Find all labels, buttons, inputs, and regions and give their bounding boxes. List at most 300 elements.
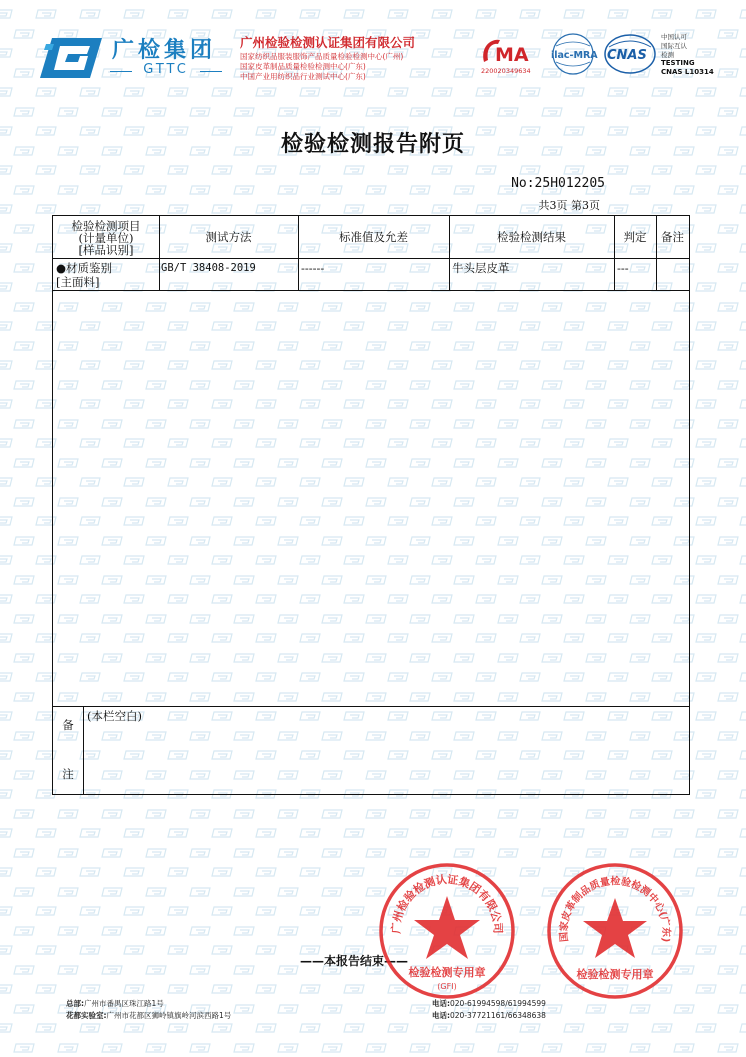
watermark-mark [254, 86, 278, 98]
brand-name-cn: 广检集团 [112, 38, 217, 63]
accreditation-line-3: 中国产业用纺织品行业测试中心(广东) [240, 72, 366, 81]
watermark-mark [694, 866, 718, 878]
watermark-mark [650, 86, 674, 98]
watermark-mark [166, 203, 190, 215]
watermark-mark [122, 983, 146, 995]
watermark-mark [716, 925, 740, 937]
watermark-mark [144, 184, 168, 196]
watermark-mark [650, 1022, 674, 1034]
watermark-mark [0, 515, 14, 527]
watermark-mark [628, 847, 652, 859]
watermark-mark [518, 86, 542, 98]
watermark-mark [738, 788, 746, 800]
watermark-mark [232, 1003, 256, 1015]
row-judgement: --- [617, 261, 629, 275]
watermark-mark [254, 203, 278, 215]
watermark-mark [716, 223, 740, 235]
watermark-mark [694, 632, 718, 644]
watermark-mark [430, 8, 454, 20]
watermark-mark [166, 164, 190, 176]
watermark-mark [474, 1022, 498, 1034]
footer-lab-address: 花都实验室:广州市花都区狮岭镇旗岭河滨西路1号 [66, 1011, 232, 1020]
cnas-line-1: 中国认可 [661, 33, 687, 41]
watermark-mark [34, 827, 58, 839]
watermark-mark [342, 827, 366, 839]
cnas-accreditation-no: CNAS L10314 [661, 68, 714, 76]
footer-hq-phone: 电话:020-61994598/61994599 [432, 999, 546, 1008]
watermark-mark [716, 1003, 740, 1015]
watermark-mark [232, 847, 256, 859]
watermark-mark [364, 847, 388, 859]
testing-center-seal-stamp [546, 862, 684, 1000]
watermark-mark [188, 964, 212, 976]
watermark-mark [562, 86, 586, 98]
watermark-mark [650, 827, 674, 839]
watermark-mark [144, 886, 168, 898]
watermark-mark [276, 106, 300, 118]
watermark-mark [672, 1042, 696, 1054]
watermark-mark [606, 164, 630, 176]
watermark-mark [716, 184, 740, 196]
watermark-mark [56, 106, 80, 118]
watermark-mark [650, 203, 674, 215]
watermark-mark [122, 164, 146, 176]
watermark-mark [78, 983, 102, 995]
watermark-mark [122, 86, 146, 98]
watermark-mark [210, 1022, 234, 1034]
watermark-mark [562, 1022, 586, 1034]
ilac-label: ilac-MRA [551, 50, 598, 61]
watermark-mark [474, 827, 498, 839]
cma-number: 220020349634 [481, 67, 531, 75]
watermark-mark [562, 164, 586, 176]
watermark-mark [496, 1042, 520, 1054]
watermark-mark [254, 164, 278, 176]
watermark-mark [452, 847, 476, 859]
brand-name-en: GTTC [108, 62, 224, 77]
watermark-mark [716, 652, 740, 664]
watermark-mark [34, 164, 58, 176]
watermark-mark [694, 242, 718, 254]
watermark-mark [452, 1042, 476, 1054]
watermark-mark [122, 944, 146, 956]
watermark-mark [78, 164, 102, 176]
watermark-mark [320, 886, 344, 898]
watermark-mark [738, 905, 746, 917]
watermark-mark [276, 925, 300, 937]
watermark-mark [694, 671, 718, 683]
watermark-mark [188, 808, 212, 820]
watermark-mark [166, 86, 190, 98]
watermark-mark [716, 340, 740, 352]
watermark-mark [232, 184, 256, 196]
watermark-mark [276, 886, 300, 898]
watermark-mark [518, 1022, 542, 1034]
watermark-mark [0, 8, 14, 20]
watermark-mark [100, 1042, 124, 1054]
watermark-mark [12, 301, 36, 313]
svg-text:(GFI): (GFI) [437, 982, 457, 991]
watermark-mark [232, 964, 256, 976]
watermark-mark [694, 515, 718, 527]
watermark-mark [210, 944, 234, 956]
watermark-mark [496, 106, 520, 118]
row-item: ●材质鉴别 [56, 261, 113, 275]
watermark-mark [430, 827, 454, 839]
watermark-mark [474, 203, 498, 215]
watermark-mark [342, 905, 366, 917]
watermark-mark [694, 359, 718, 371]
watermark-mark [342, 164, 366, 176]
watermark-mark [716, 379, 740, 391]
watermark-mark [474, 86, 498, 98]
watermark-mark [276, 964, 300, 976]
watermark-mark [430, 1022, 454, 1034]
watermark-mark [408, 67, 432, 79]
watermark-mark [78, 203, 102, 215]
watermark-mark [56, 1042, 80, 1054]
watermark-mark [12, 535, 36, 547]
watermark-mark [518, 944, 542, 956]
watermark-mark [210, 827, 234, 839]
watermark-mark [738, 944, 746, 956]
watermark-mark [716, 574, 740, 586]
company-name: 广州检验检测认证集团有限公司 [240, 35, 416, 50]
watermark-mark [34, 944, 58, 956]
watermark-mark [694, 905, 718, 917]
watermark-mark [650, 8, 674, 20]
watermark-mark [78, 827, 102, 839]
watermark-mark [166, 827, 190, 839]
watermark-mark [650, 164, 674, 176]
watermark-mark [694, 749, 718, 761]
watermark-mark [188, 106, 212, 118]
watermark-mark [34, 866, 58, 878]
watermark-mark [540, 808, 564, 820]
watermark-mark [254, 983, 278, 995]
watermark-mark [738, 671, 746, 683]
watermark-mark [12, 184, 36, 196]
watermark-mark [12, 769, 36, 781]
company-seal-stamp [378, 862, 516, 1000]
watermark-mark [56, 925, 80, 937]
watermark-mark [276, 184, 300, 196]
gttc-logo-icon [38, 36, 104, 80]
watermark-mark [0, 749, 14, 761]
watermark-mark [738, 476, 746, 488]
watermark-mark [694, 554, 718, 566]
watermark-mark [320, 847, 344, 859]
watermark-mark [738, 515, 746, 527]
watermark-mark [166, 905, 190, 917]
watermark-mark [254, 905, 278, 917]
col-header-method: 测试方法 [205, 230, 252, 244]
watermark-mark [738, 86, 746, 98]
watermark-mark [276, 1042, 300, 1054]
watermark-mark [452, 28, 476, 40]
watermark-mark [518, 983, 542, 995]
ilac-mra-icon [548, 32, 598, 76]
watermark-mark [78, 1022, 102, 1034]
watermark-mark [320, 1042, 344, 1054]
col-header-result: 检验检测结果 [497, 230, 566, 244]
watermark-mark [12, 340, 36, 352]
watermark-mark [100, 886, 124, 898]
watermark-mark [408, 847, 432, 859]
watermark-mark [122, 866, 146, 878]
watermark-mark [584, 808, 608, 820]
watermark-mark [386, 8, 410, 20]
watermark-mark [694, 47, 718, 59]
watermark-mark [364, 67, 388, 79]
watermark-mark [0, 359, 14, 371]
watermark-mark [628, 1003, 652, 1015]
watermark-mark [12, 886, 36, 898]
watermark-mark [320, 106, 344, 118]
row-sample-id: [主面料] [56, 275, 100, 289]
watermark-mark [518, 164, 542, 176]
watermark-mark [12, 613, 36, 625]
watermark-mark [100, 964, 124, 976]
watermark-mark [12, 808, 36, 820]
watermark-mark [716, 262, 740, 274]
watermark-mark [386, 164, 410, 176]
watermark-mark [628, 106, 652, 118]
watermark-mark [0, 632, 14, 644]
accreditation-line-2: 国家皮革制品质量检验检测中心(广东) [240, 62, 366, 71]
watermark-mark [188, 184, 212, 196]
watermark-mark [716, 847, 740, 859]
watermark-mark [430, 164, 454, 176]
watermark-mark [166, 983, 190, 995]
watermark-mark [430, 47, 454, 59]
watermark-mark [12, 262, 36, 274]
watermark-mark [716, 964, 740, 976]
cnas-label: CNAS [607, 48, 647, 63]
watermark-mark [562, 8, 586, 20]
watermark-mark [188, 886, 212, 898]
watermark-mark [144, 964, 168, 976]
page-title: 检验检测报告附页 [280, 132, 465, 157]
watermark-mark [694, 710, 718, 722]
watermark-mark [716, 301, 740, 313]
watermark-mark [0, 320, 14, 332]
watermark-mark [12, 106, 36, 118]
watermark-mark [12, 730, 36, 742]
svg-text:检验检测专用章: 检验检测专用章 [408, 966, 486, 979]
watermark-mark [78, 905, 102, 917]
watermark-mark [210, 203, 234, 215]
watermark-mark [166, 8, 190, 20]
watermark-mark [78, 8, 102, 20]
watermark-mark [122, 203, 146, 215]
results-table [52, 215, 690, 795]
watermark-mark [0, 944, 14, 956]
watermark-mark [100, 847, 124, 859]
watermark-mark [474, 164, 498, 176]
watermark-mark [738, 437, 746, 449]
watermark-mark [694, 476, 718, 488]
watermark-mark [738, 632, 746, 644]
watermark-mark [694, 437, 718, 449]
watermark-mark [540, 1042, 564, 1054]
watermark-mark [166, 866, 190, 878]
watermark-mark [276, 847, 300, 859]
watermark-mark [232, 808, 256, 820]
watermark-mark [694, 320, 718, 332]
watermark-mark [386, 86, 410, 98]
watermark-mark [232, 106, 256, 118]
watermark-mark [694, 398, 718, 410]
watermark-mark [540, 106, 564, 118]
watermark-mark [364, 184, 388, 196]
watermark-mark [672, 1003, 696, 1015]
watermark-mark [12, 379, 36, 391]
watermark-mark [254, 8, 278, 20]
watermark-mark [716, 808, 740, 820]
watermark-mark [0, 437, 14, 449]
watermark-mark [298, 1022, 322, 1034]
watermark-mark [606, 203, 630, 215]
watermark-mark [562, 827, 586, 839]
watermark-mark [34, 905, 58, 917]
watermark-mark [144, 847, 168, 859]
page-count: 共3页 第3页 [538, 199, 600, 212]
watermark-mark [694, 1022, 718, 1034]
watermark-mark [12, 496, 36, 508]
cnas-line-2: 国际互认 [661, 42, 687, 50]
watermark-mark [320, 925, 344, 937]
watermark-mark [56, 184, 80, 196]
watermark-mark [716, 67, 740, 79]
watermark-mark [408, 106, 432, 118]
watermark-mark [364, 1003, 388, 1015]
watermark-mark [342, 1022, 366, 1034]
row-result: 牛头层皮革 [452, 261, 510, 275]
watermark-mark [254, 1022, 278, 1034]
watermark-mark [12, 418, 36, 430]
watermark-mark [12, 964, 36, 976]
watermark-mark [0, 710, 14, 722]
watermark-mark [298, 866, 322, 878]
watermark-mark [716, 730, 740, 742]
watermark-mark [166, 1022, 190, 1034]
watermark-mark [232, 1042, 256, 1054]
watermark-mark [298, 905, 322, 917]
watermark-mark [738, 203, 746, 215]
watermark-mark [122, 8, 146, 20]
watermark-mark [34, 983, 58, 995]
watermark-mark [628, 184, 652, 196]
watermark-mark [320, 1003, 344, 1015]
watermark-mark [342, 983, 366, 995]
watermark-mark [474, 8, 498, 20]
watermark-mark [584, 1042, 608, 1054]
watermark-mark [100, 925, 124, 937]
watermark-mark [606, 827, 630, 839]
watermark-mark [210, 905, 234, 917]
watermark-mark [672, 184, 696, 196]
watermark-mark [0, 1022, 14, 1034]
watermark-mark [254, 827, 278, 839]
watermark-mark [12, 847, 36, 859]
watermark-mark [12, 1003, 36, 1015]
watermark-mark [738, 983, 746, 995]
watermark-mark [584, 106, 608, 118]
watermark-mark [144, 925, 168, 937]
watermark-mark [342, 866, 366, 878]
watermark-mark [298, 164, 322, 176]
watermark-mark [12, 223, 36, 235]
watermark-mark [408, 1042, 432, 1054]
watermark-mark [56, 886, 80, 898]
watermark-mark [496, 808, 520, 820]
col-header-remarks: 备注 [661, 230, 684, 244]
watermark-mark [232, 886, 256, 898]
watermark-mark [0, 281, 14, 293]
watermark-mark [738, 827, 746, 839]
watermark-mark [188, 925, 212, 937]
watermark-mark [122, 905, 146, 917]
watermark-mark [0, 593, 14, 605]
watermark-mark [276, 1003, 300, 1015]
watermark-mark [210, 983, 234, 995]
watermark-mark [738, 164, 746, 176]
watermark-mark [100, 106, 124, 118]
watermark-mark [144, 808, 168, 820]
watermark-mark [232, 925, 256, 937]
cma-mark-icon [478, 36, 540, 76]
watermark-mark [56, 808, 80, 820]
svg-text:检验检测专用章: 检验检测专用章 [576, 968, 654, 981]
watermark-mark [518, 8, 542, 20]
watermark-mark [738, 320, 746, 332]
watermark-mark [34, 203, 58, 215]
watermark-mark [716, 613, 740, 625]
watermark-mark [738, 8, 746, 20]
watermark-mark [342, 86, 366, 98]
watermark-mark [0, 86, 14, 98]
watermark-mark [694, 983, 718, 995]
watermark-mark [716, 1042, 740, 1054]
watermark-mark [628, 1042, 652, 1054]
report-end-text: ——本报告结束—— [300, 954, 409, 968]
watermark-mark [716, 691, 740, 703]
watermark-mark [584, 1003, 608, 1015]
watermark-mark [386, 1022, 410, 1034]
watermark-mark [166, 944, 190, 956]
watermark-mark [122, 827, 146, 839]
watermark-mark [276, 808, 300, 820]
watermark-mark [12, 457, 36, 469]
watermark-mark [738, 593, 746, 605]
watermark-mark [738, 242, 746, 254]
watermark-mark [0, 671, 14, 683]
watermark-mark [78, 866, 102, 878]
watermark-mark [100, 184, 124, 196]
watermark-mark [430, 203, 454, 215]
watermark-mark [738, 554, 746, 566]
watermark-mark [254, 944, 278, 956]
accreditation-line-1: 国家纺织品服装服饰产品质量检验检测中心(广州) [240, 52, 404, 61]
report-number: No:25H012205 [511, 176, 605, 191]
watermark-mark [0, 905, 14, 917]
watermark-mark [606, 8, 630, 20]
watermark-mark [364, 808, 388, 820]
watermark-mark [518, 905, 542, 917]
watermark-mark [716, 535, 740, 547]
watermark-mark [738, 749, 746, 761]
